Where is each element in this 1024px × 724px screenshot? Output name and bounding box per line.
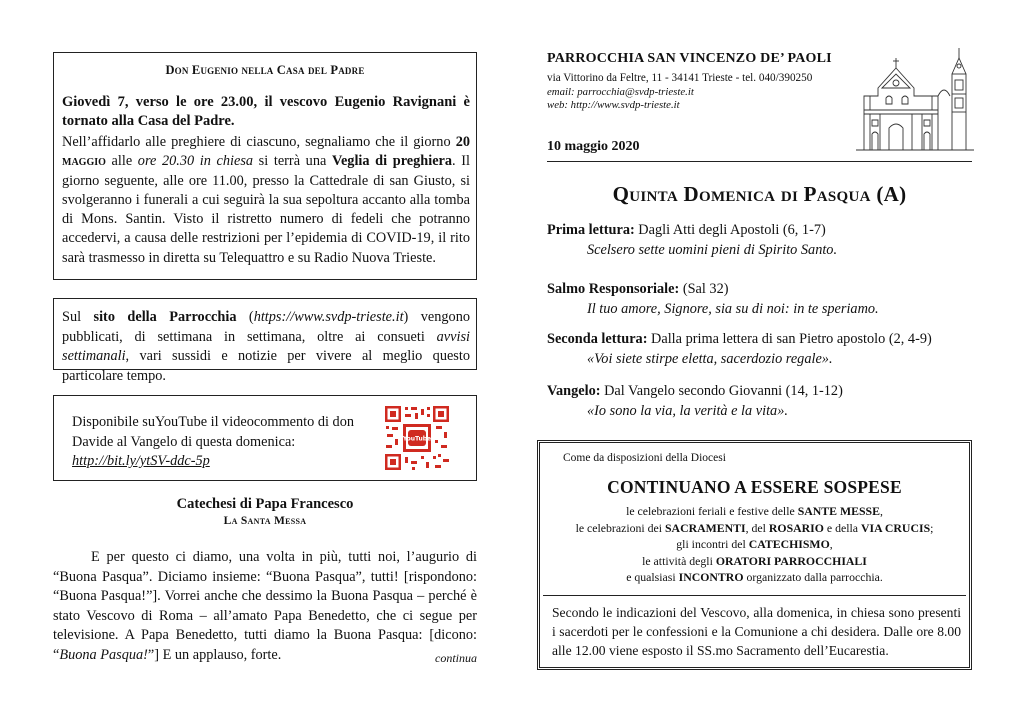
youtube-box	[53, 395, 477, 481]
youtube-link[interactable]: http://bit.ly/ytSV-ddc-5p	[72, 453, 210, 469]
death-notice-lead: Giovedì 7, verso le ore 23.00, il vescovo Eugenio Ravignani è tornato alla Casa del Padre.	[62, 94, 470, 129]
reading-first: Prima lettura: Dagli Atti degli Apostoli (6, 1-7) Scelsero sette uomini pieni di Spirito Santo.	[547, 222, 838, 258]
reading-gospel: Vangelo: Dal Vangelo secondo Giovanni (14, 1-12) «Io sono la via, la verità e la vita».	[547, 383, 843, 419]
continua-label: continua	[435, 651, 477, 665]
youtube-text: Disponibile suYouTube il videocommento di don Davide al Vangelo di questa domenica: http://bit.ly/ytSV-ddc-5p	[72, 414, 354, 469]
parish-email[interactable]: email: parrocchia@svdp-trieste.it	[547, 86, 694, 98]
parish-address: via Vittorino da Feltre, 11 - 34141 Trieste - tel. 040/390250	[547, 72, 813, 84]
parish-name: PARROCCHIA SAN VINCENZO DE’ PAOLI	[547, 51, 832, 66]
diocese-divider	[543, 595, 966, 596]
catechesi-body: E per questo ci diamo, una volta in più, tutti noi, l’augurio di “Buona Pasqua”. Diciamo insieme: “Buona Pasqua”, tutti! [rispondono: “Buona Pasqua!”]. Vorrei anche che dessimo la Buona Pasqua – perché è stato Vescovo di Roma – all’amato Papa Benedetto, che ci segue per televisione. A Papa Benedetto, tutti diamo la Buona Pasqua: [dicono: “Buona Pasqua!”] E un applauso, forte.	[53, 549, 477, 663]
death-notice-box	[53, 52, 477, 280]
catechesi-subtitle: La Santa Messa	[223, 515, 307, 527]
diocese-intro: Come da disposizioni della Diocesi	[563, 452, 726, 464]
catechesi-title: Catechesi di Papa Francesco	[176, 496, 354, 512]
reading-psalm: Salmo Responsoriale: (Sal 32) Il tuo amore, Signore, sia su di noi: in te speriamo.	[547, 281, 879, 317]
diocese-note: Secondo le indicazioni del Vescovo, alla domenica, in chiesa sono presenti i sacerdoti per le confessioni e la Comunione a chi desidera. Dalle ore 8.00 alle 12.00 viene esposto il SS.mo Sacramento dell’Eucarestia.	[552, 605, 961, 658]
website-url[interactable]: https://www.svdp-trieste.it	[253, 309, 404, 325]
church-illustration-icon	[856, 44, 974, 154]
bulletin-date: 10 maggio 2020	[547, 139, 640, 154]
website-notice-text: Sul sito della Parrocchia (https://www.svdp-trieste.it) vengono pubblicati, di settimana in settimana, oltre ai consueti avvisi settimanali, vari sussidi e notizie per vivere al meglio questo particolare tempo.	[62, 309, 470, 384]
website-notice-box	[53, 298, 477, 384]
parish-web[interactable]: web: http://www.svdp-trieste.it	[547, 99, 680, 111]
svg-text:YouTube: YouTube	[402, 435, 432, 443]
diocese-notice-box	[537, 440, 972, 670]
qr-code-icon	[384, 405, 450, 471]
death-notice-body: Nell’affidarlo alle preghiere di ciascuno, segnaliamo che il giorno 20 maggio alle ore 20.30 in chiesa si terrà una Veglia di preghiera. Il giorno seguente, alle ore 11.00, presso la Cattedrale di san Giusto, si svolgeranno i funerali a cui seguirà la sua sepoltura accanto alla tomba di Mons. Santin. Visto il ristretto numero di fedeli che potranno accedervi, a causa delle restrizioni per l’epidemia di COVID-19, il rito sarà trasmesso in diretta su Telequattro e su Radio Nuova Trieste.	[62, 134, 470, 266]
reading-second: Seconda lettura: Dalla prima lettera di san Pietro apostolo (2, 4-9) «Voi siete stirpe eletta, sacerdozio regale».	[547, 331, 932, 367]
sunday-title: Quinta Domenica di Pasqua (A)	[612, 182, 907, 206]
header-divider	[547, 161, 972, 162]
death-notice-title: Don Eugenio nella Casa del Padre	[165, 63, 365, 77]
diocese-heading: CONTINUANO A ESSERE SOSPESE	[607, 477, 902, 497]
suspended-list: le celebrazioni feriali e festive delle SANTE MESSE, le celebrazioni dei SACRAMENTI, del ROSARIO e della VIA CRUCIS; gli incontri del CATECHISMO, le attività degli ORATORI PARROCCHIALI e qualsiasi INCONTRO organizzato dalla parrocchia.	[575, 504, 934, 585]
